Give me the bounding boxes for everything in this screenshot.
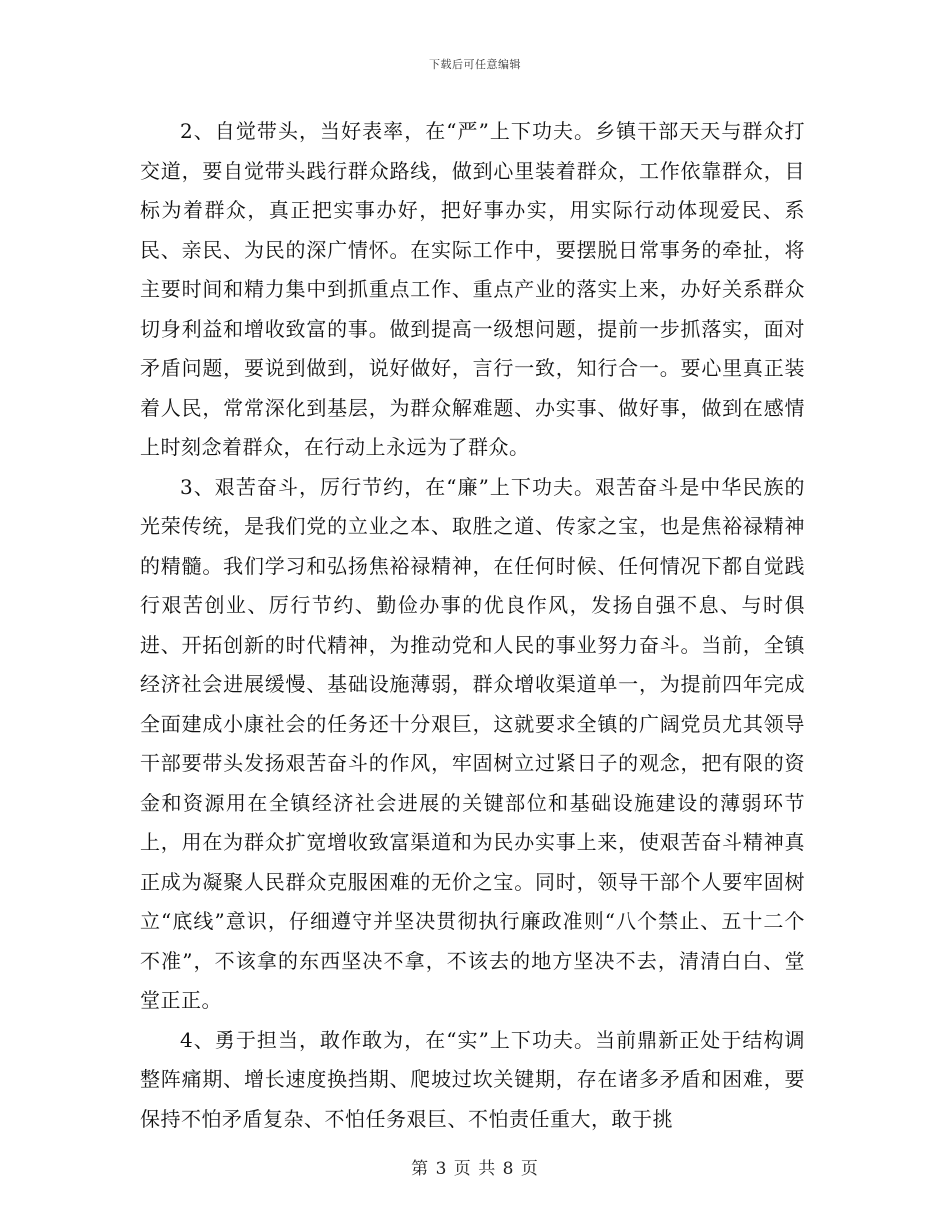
page-number-footer: 第 3 页 共 8 页	[411, 1159, 539, 1179]
paragraph-2: 2、自觉带头，当好表率，在“严”上下功夫。乡镇干部天天与群众打交道，要自觉带头践行群众路线，做到心里装着群众，工作依靠群众，目标为着群众，真正把实事办好，把好事办实，用实际行动体现爱民、系民、亲民、为民的深广情怀。在实际工作中，要摆脱日常事务的牵扯，将主要时间和精力集中到抓重点工作、重点产业的落实上来，办好关系群众切身利益和增收致富的事。做到提高一级想问题，提前一步抓落实，面对矛盾问题，要说到做到，说好做好，言行一致，知行合一。要心里真正装着人民，常常深化到基层，为群众解难题、办实事、做好事，做到在感情上时刻念着群众，在行动上永远为了群众。	[140, 119, 805, 459]
header-note: 下载后可任意编辑	[429, 58, 521, 71]
document-body	[140, 112, 805, 1139]
paragraph-4: 4、勇于担当，敢作敢为，在“实”上下功夫。当前鼎新正处于结构调整阵痛期、增长速度换挡期、爬坡过坎关键期，存在诸多矛盾和困难，要保持不怕矛盾复杂、不怕任务艰巨、不怕责任重大，敢于挑	[140, 1027, 805, 1131]
paragraph-3: 3、艰苦奋斗，厉行节约，在“廉”上下功夫。艰苦奋斗是中华民族的光荣传统，是我们党的立业之本、取胜之道、传家之宝，也是焦裕禄精神的精髓。我们学习和弘扬焦裕禄精神，在任何时候、任何情况下都自觉践行艰苦创业、厉行节约、勤俭办事的优良作风，发扬自强不息、与时俱进、开拓创新的时代精神，为推动党和人民的事业努力奋斗。当前，全镇经济社会进展缓慢、基础设施薄弱，群众增收渠道单一，为提前四年完成全面建成小康社会的任务还十分艰巨，这就要求全镇的广阔党员尤其领导干部要带头发扬艰苦奋斗的作风，牢固树立过紧日子的观念，把有限的资金和资源用在全镇经济社会进展的关键部位和基础设施建设的薄弱环节上，用在为群众扩宽增收致富渠道和为民办实事上来，使艰苦奋斗精神真正成为凝聚人民群众克服困难的无价之宝。同时，领导干部个人要牢固树立“底线”意识，仔细遵守并坚决贯彻执行廉政准则“八个禁止、五十二个不准”，不该拿的东西坚决不拿，不该去的地方坚决不去，清清白白、堂堂正正。	[140, 474, 805, 1012]
